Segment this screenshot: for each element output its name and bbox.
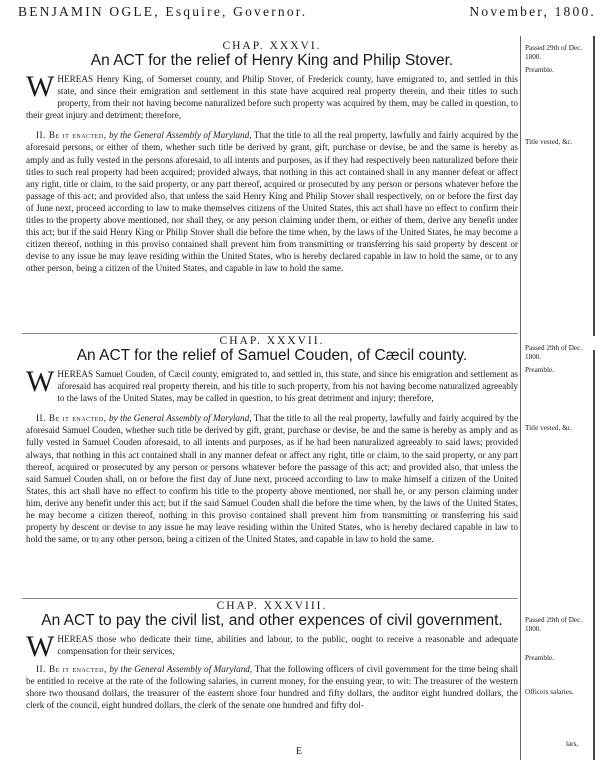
- preamble-text: HEREAS Samuel Couden, of Cæcil county, emigrated to, and settled in, this state, and since his emigration and settlement as aforesaid has acquired real property therein, and his title to such property, from his not having become naturalized agreeably to the laws of the United States, may be called in question, to his great detriment and injury; therefore,: [57, 369, 518, 404]
- preamble-text: HEREAS those who dedicate their time, abilities and labour, to the public, ought to receive a reasonable and adequate compensation for their services,: [57, 634, 518, 657]
- enacting-section: [26, 663, 518, 711]
- section-divider: [22, 333, 518, 334]
- act-title: An ACT for the relief of Henry King and Philip Stover.: [90, 52, 454, 69]
- section-authority: by the General Assembly of Maryland,: [109, 413, 252, 424]
- margin-note-preamble: Preamble.: [525, 66, 554, 74]
- act-38: [26, 600, 518, 712]
- preamble: [26, 365, 518, 404]
- margin-note-section: Title vested, &c.: [525, 138, 573, 146]
- margin-note-preamble: Preamble.: [525, 654, 554, 662]
- section-text: That the title to all the real property, lawfully and fairly acquired by the aforesaid Samuel Couden, whether such title be derived by gift, grant, purchase or devise, be and the same is hereby as amply and as fully vested in Samuel Couden aforesaid, to all intents and purposes, as if he had been naturalized agreeably to said laws; provided always, that nothing in this act contained shall in any manner defeat or affect any right, title or claim, to the said property, or any part thereof, acquired or prosecuted by any person or persons whatever before the passage of this act; and provided also, that unless the said Samuel Couden shall, on or before the first day of June next, proceed according to law to make himself a citizen of the United States, this act shall have no effect to confirm his title to the property above mentioned, nor shall he, or any person claiming under him, derive any benefit under this act; but if the said Samuel Couden shall die before the time when, by the laws of the United States, he may become a citizen thereof, nothing in this proviso contained shall prevent him from transmitting or transferring his said property by descent or devise to any issue he may leave residing within the United States, who is hereby declared capable in law to hold the same, or to any other person, being a citizen of the United States, and capable in law to hold the same.: [26, 413, 519, 545]
- act-title: An ACT for the relief of Samuel Couden, of Cæcil county.: [76, 347, 468, 364]
- act-37: [26, 335, 518, 545]
- margin-catchword: lars,: [566, 740, 579, 748]
- preamble-text: HEREAS Henry King, of Somerset county, and Philip Stover, of Frederick county, have emigrated to, and settled in this state, and since their emigration and settlement in this state have acquired real property therein, and their titles to such property, from their not having become naturalized before such property was acquired by them, may be called in question, to their great injury and detriment; therefore,: [26, 74, 518, 121]
- section-divider: [22, 598, 518, 599]
- section-authority: by the General Assembly of Maryland,: [109, 130, 252, 141]
- drop-cap: W: [26, 365, 55, 398]
- running-head-right: November, 1800.: [469, 4, 596, 19]
- margin-note-passed: Passed 29th of Dec. 1800.: [525, 44, 583, 61]
- section-text: That the following officers of civil government for the time being shall be entitled to receive at the rate of the following salaries, in current money, for the ensuing year, to wit: The treasurer of the western shore two thousand dollars, the treasurer of the eastern shore four hundred and fifty dollars, the auditor eight hundred dollars, the clerk of the council, eight hundred dollars, the clerk of the senate one hundred and fifty dol-: [26, 664, 519, 711]
- drop-cap: W: [26, 70, 55, 103]
- page-edge-shadow: [593, 36, 595, 336]
- margin-note-passed: Passed 29th of Dec. 1800.: [525, 616, 583, 633]
- chapter-heading: CHAP. XXXVII.: [219, 335, 325, 347]
- margin-note-section: Officers salaries.: [525, 688, 574, 696]
- margin-note-preamble: Preamble.: [525, 366, 554, 374]
- act-36: [26, 40, 518, 275]
- enacting-section: [26, 412, 518, 545]
- chapter-heading: CHAP. XXXVIII.: [216, 600, 328, 612]
- section-lead: II. Be it enacted,: [36, 130, 107, 141]
- chapter-heading: CHAP. XXXVI.: [222, 40, 322, 52]
- margin-note-passed: Passed 29th of Dec. 1800.: [525, 344, 583, 361]
- drop-cap: W: [26, 630, 55, 663]
- running-head-left: BENJAMIN OGLE, Esquire, Governor.: [18, 4, 308, 19]
- preamble: [26, 70, 518, 121]
- act-title: An ACT to pay the civil list, and other expences of civil government.: [41, 612, 503, 629]
- page-edge-shadow-lower: [593, 350, 595, 760]
- section-lead: II. Be it enacted,: [36, 413, 107, 424]
- margin-note-section: Title vested, &c.: [525, 424, 573, 432]
- preamble: [26, 630, 518, 663]
- running-head: [18, 2, 596, 24]
- section-text: That the title to all the real property, lawfully and fairly acquired by the aforesaid persons, or either of them, whether such title be derived by grant, gift, purchase or devise, be and the same is hereby as amply and as fully vested in the persons aforesaid, to all intents and purposes, as if they had respectively been naturalized before their titles to such real property had been acquired; provided always, that nothing in this act contained shall in any manner defeat or affect any right, title or claim, to the said property, or any part thereof, acquired or prosecuted by any person or persons whatever before the passage of this act; and provided also, that unless the said Henry King and Philip Stover shall respectively, on or before the first day of June next, proceed according to law to make themselves citizens of the United States, this act shall have no effect to confirm their titles to the property above mentioned, nor shall they, or any person claiming under them, or either of them, derive any benefit under this act; but if the said Henry King or Philip Stover shall die before the time when, by the laws of the United States, he may become a citizen thereof, nothing in this proviso contained shall prevent him from transmitting or transferring his said property by descent or devise to any issue he may leave residing within the United States, who is hereby declared capable in law to hold the same, or to any other person, being a citizen of the United States, and capable in law to hold the same.: [26, 130, 519, 274]
- signature-mark: E: [296, 746, 303, 757]
- section-lead: II. Be it enacted,: [36, 664, 107, 675]
- enacting-section: [26, 129, 518, 274]
- margin-rule: [520, 36, 521, 760]
- section-authority: by the General Assembly of Maryland,: [109, 664, 253, 675]
